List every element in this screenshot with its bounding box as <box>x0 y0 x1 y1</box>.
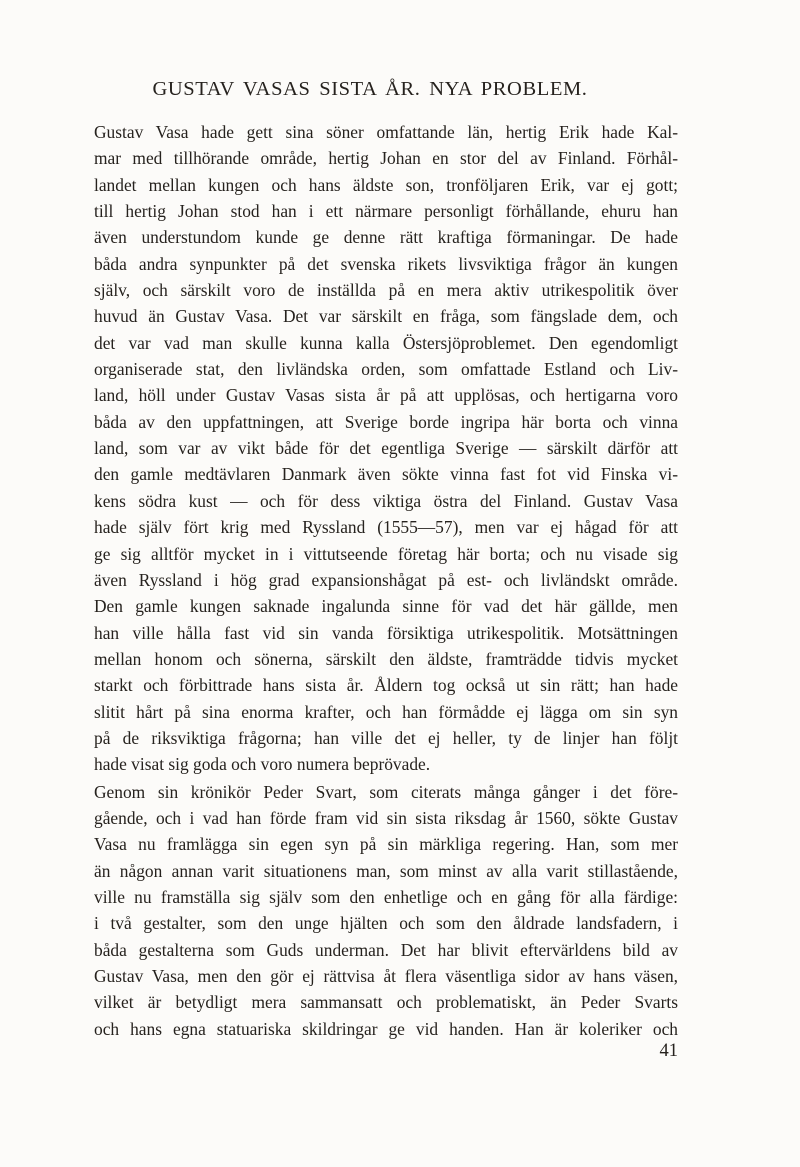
text-line: mar med tillhörande område, hertig Johan en stor del av Finland. Förhål- <box>94 148 678 169</box>
text-line: land, som var av vikt både för det egentliga Sverige — särskilt därför att <box>94 438 678 459</box>
text-line: själv, och särskilt voro de inställda på en mera aktiv utrikespolitik över <box>94 280 678 301</box>
text-line: än någon annan varit situationens man, som minst av alla varit stillastående, <box>94 860 678 881</box>
text-line: Den gamle kungen saknade ingalunda sinne för vad det här gällde, men <box>94 596 678 617</box>
text-line: landet mellan kungen och hans äldste son, tronföljaren Erik, var ej gott; <box>94 174 678 195</box>
text-line: slitit hårt på sina enorma krafter, och han förmådde ej lägga om sin syn <box>94 701 678 722</box>
text-line: Gustav Vasa, men den gör ej rättvisa åt flera väsentliga sidor av hans väsen, <box>94 966 678 986</box>
paragraph-1 <box>94 119 678 778</box>
text-line: han ville hålla fast vid sin vanda försiktiga utrikespolitik. Motsättningen <box>94 622 678 643</box>
page-number: 41 <box>659 1041 678 1061</box>
text-line: det var vad man skulle kunna kalla Östersjöproblemet. Den egendomligt <box>94 332 678 353</box>
body-text <box>94 119 678 1042</box>
text-line: båda andra synpunkter på det svenska rikets livsviktiga frågor än kungen <box>94 253 678 274</box>
running-head: GUSTAV VASAS SISTA ÅR. NYA PROBLEM. <box>152 78 588 100</box>
text-line: gående, och i vad han förde fram vid sin sista riksdag år 1560, sökte Gustav <box>94 807 678 828</box>
text-line: i två gestalter, som den unge hjälten och som den åldrade landsfadern, i <box>94 913 678 934</box>
text-line: ge sig alltför mycket in i vittutseende företag här borta; och nu visade sig <box>94 543 678 564</box>
text-line: hade visat sig goda och voro numera beprövade. <box>94 754 431 775</box>
text-line: båda av den uppfattningen, att Sverige borde ingripa här borta och vinna <box>94 411 678 432</box>
text-line: Vasa nu framlägga sin egen syn på sin märkliga regering. Han, som mer <box>94 834 678 855</box>
text-line: land, höll under Gustav Vasas sista år på att upplösas, och hertigarna voro <box>94 385 678 406</box>
text-line: mellan honom och sönerna, särskilt den äldste, framträdde tidvis mycket <box>94 648 678 669</box>
text-line: vilket är betydligt mera sammansatt och problematiskt, än Peder Svarts <box>94 992 678 1013</box>
text-line: Genom sin krönikör Peder Svart, som citerats många gånger i det före- <box>94 781 678 802</box>
text-line: starkt och förbittrade hans sista år. Åldern tog också ut sin rätt; han hade <box>94 675 678 696</box>
text-line: till hertig Johan stod han i ett närmare personligt förhållande, ehuru han <box>94 201 678 222</box>
text-line: kens södra kust — och för dess viktiga östra del Finland. Gustav Vasa <box>94 490 678 511</box>
text-line: på de riksviktiga frågorna; han ville det ej heller, ty de linjer han följt <box>94 727 678 748</box>
text-line: huvud än Gustav Vasa. Det var särskilt en fråga, som fängslade dem, och <box>94 306 678 327</box>
text-line: båda gestalterna som Guds underman. Det har blivit eftervärldens bild av <box>94 939 678 960</box>
text-line: hade själv fört krig med Ryssland (1555—57), men var ej hågad för att <box>94 517 678 538</box>
text-line: och hans egna statuariska skildringar ge vid handen. Han är koleriker och <box>94 1018 678 1039</box>
text-line: ville nu framställa sig själv som den enhetlige och en gång för alla färdige: <box>94 886 678 907</box>
text-line: den gamle medtävlaren Danmark även sökte vinna fast fot vid Finska vi- <box>94 464 678 485</box>
text-line: även understundom kunde ge denne rätt kraftiga förmaningar. De hade <box>94 227 678 248</box>
text-line: Gustav Vasa hade gett sina söner omfattande län, hertig Erik hade Kal- <box>94 122 678 142</box>
text-line: även Ryssland i hög grad expansionshågat på est- och livländskt område. <box>94 569 678 590</box>
paragraph-2 <box>94 779 678 1042</box>
text-line: organiserade stat, den livländska orden, som omfattade Estland och Liv- <box>94 359 678 380</box>
